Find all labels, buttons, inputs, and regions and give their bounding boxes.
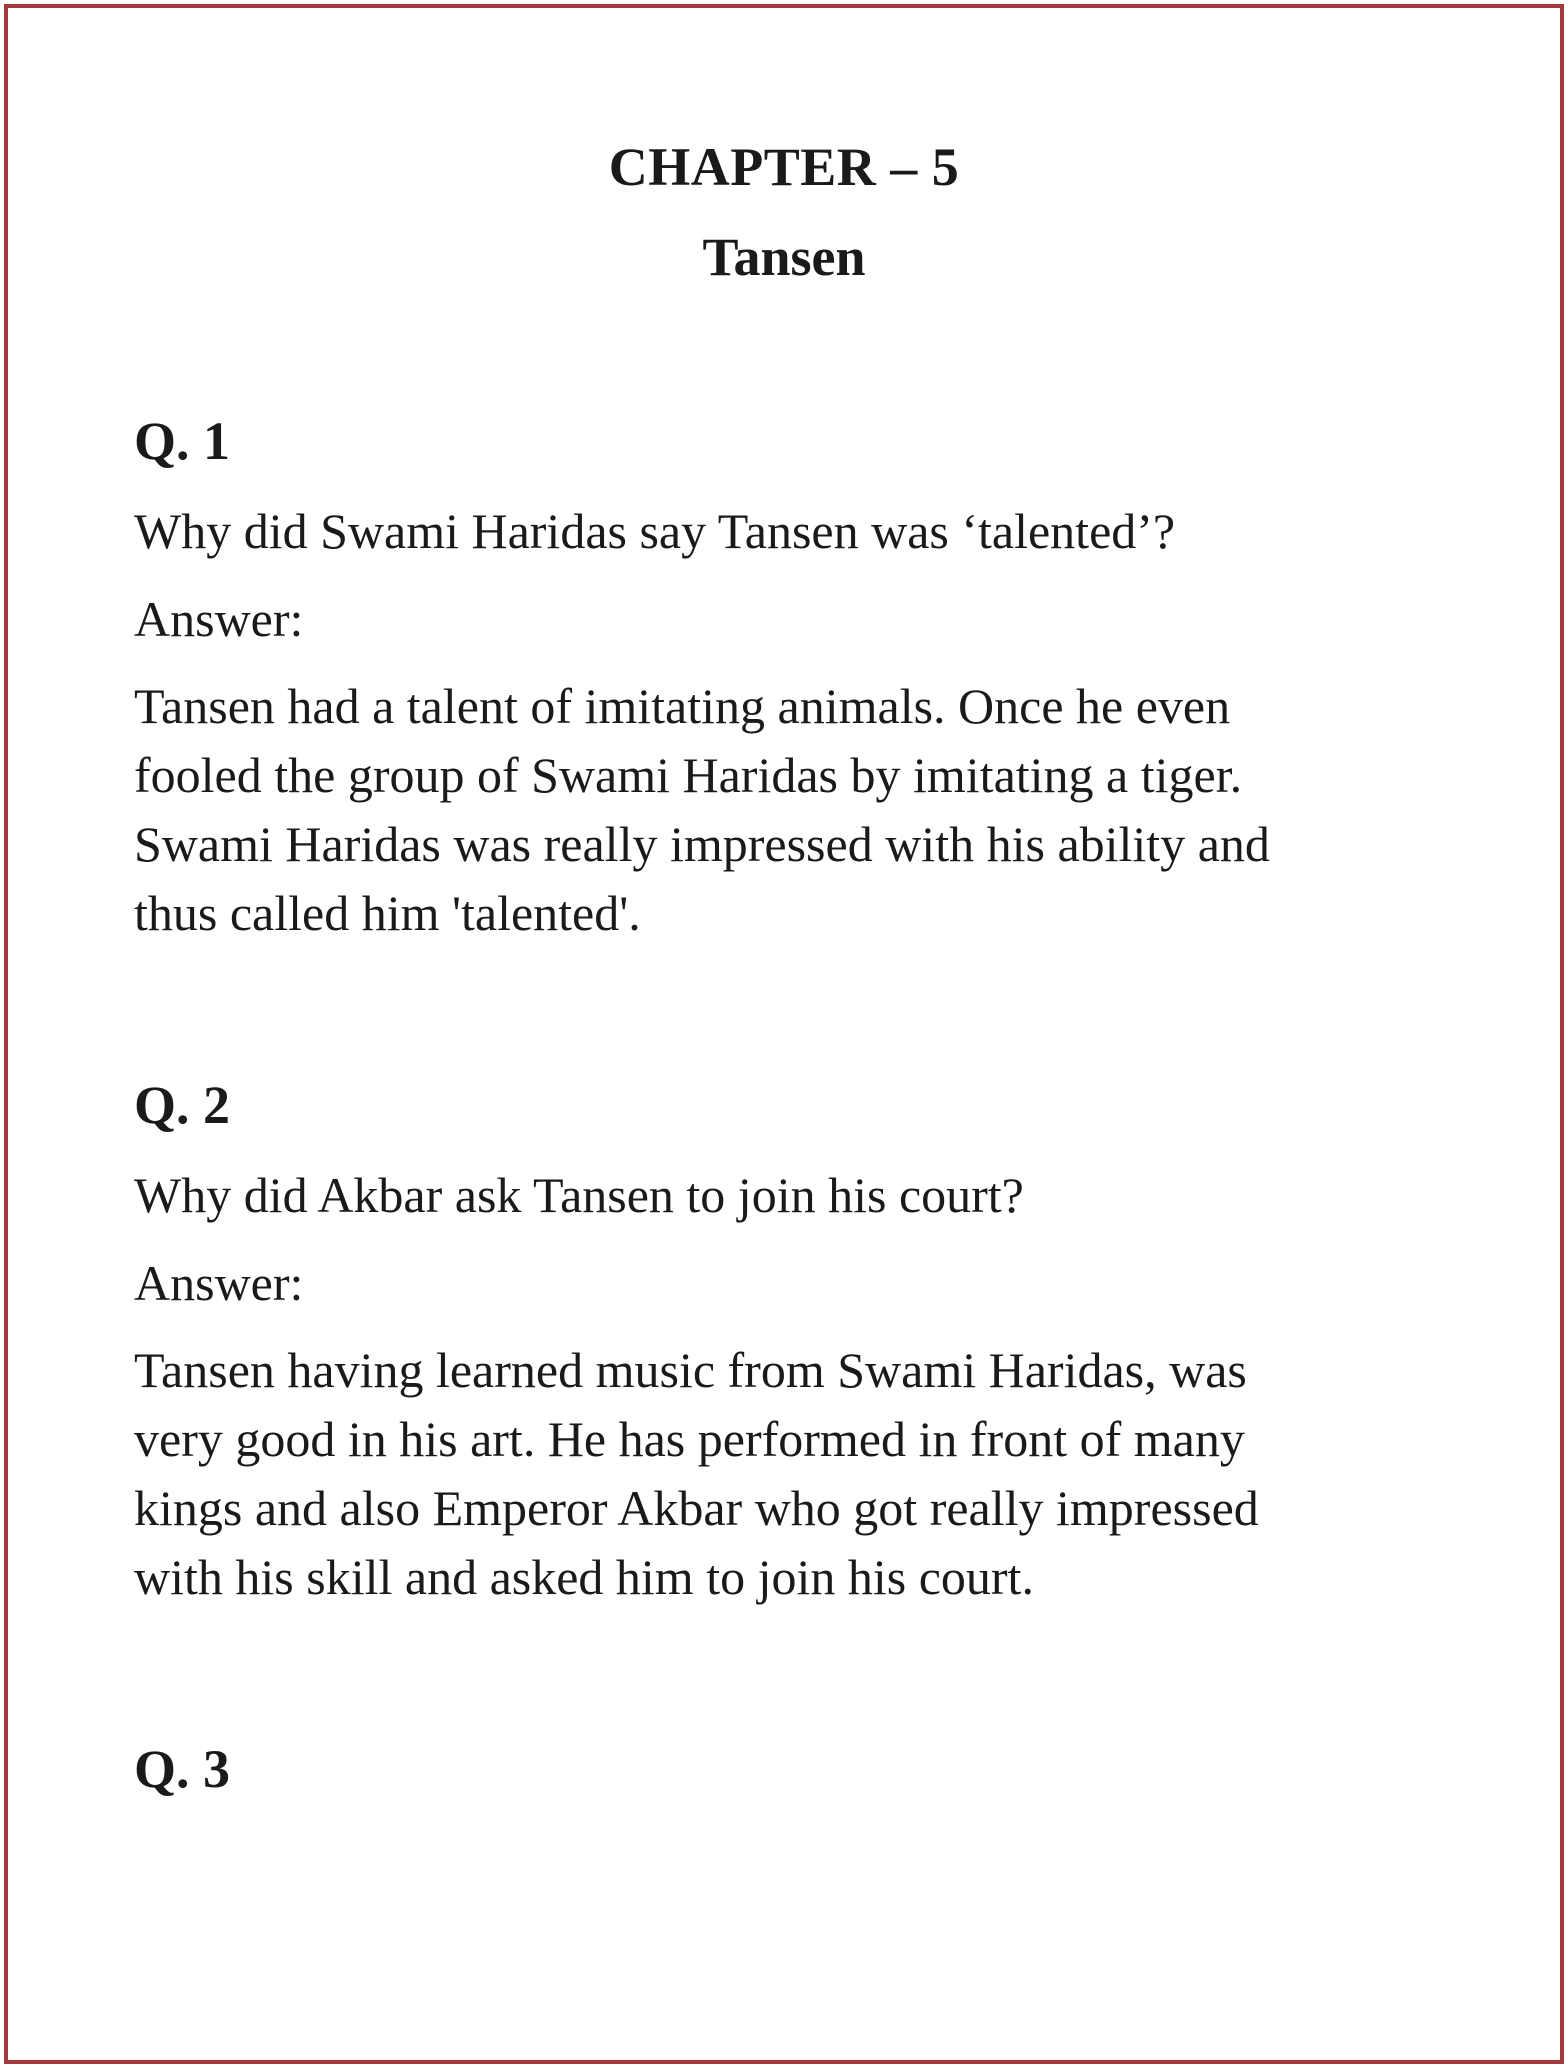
answer-line: very good in his art. He has performed in front of many	[134, 1411, 1245, 1467]
chapter-subtitle: Tansen	[702, 227, 866, 287]
answer-line: with his skill and asked him to join his court.	[134, 1549, 1034, 1605]
answer-line: Tansen had a talent of imitating animals. Once he even	[134, 678, 1231, 734]
question-number: Q. 3	[134, 1739, 231, 1799]
answer-line: kings and also Emperor Akbar who got really impressed	[134, 1480, 1259, 1536]
answer-line: thus called him 'talented'.	[134, 885, 641, 941]
chapter-title: CHAPTER – 5	[608, 137, 960, 197]
answer-text	[134, 672, 1434, 948]
question-number: Q. 1	[134, 411, 231, 471]
question-block-2	[134, 1070, 1434, 1612]
answer-line: fooled the group of Swami Haridas by imitating a tiger.	[134, 747, 1243, 803]
answer-line: Tansen having learned music from Swami Haridas, was	[134, 1342, 1247, 1398]
question-block-1	[134, 406, 1434, 948]
answer-line: Swami Haridas was really impressed with his ability and	[134, 816, 1270, 872]
answer-text	[134, 1336, 1434, 1612]
answer-label: Answer:	[134, 1255, 304, 1311]
answer-label: Answer:	[134, 591, 304, 647]
question-block-3	[134, 1734, 1434, 1804]
question-number: Q. 2	[134, 1075, 231, 1135]
question-text: Why did Swami Haridas say Tansen was ‘talented’?	[134, 503, 1176, 559]
question-text: Why did Akbar ask Tansen to join his court?	[134, 1167, 1024, 1223]
